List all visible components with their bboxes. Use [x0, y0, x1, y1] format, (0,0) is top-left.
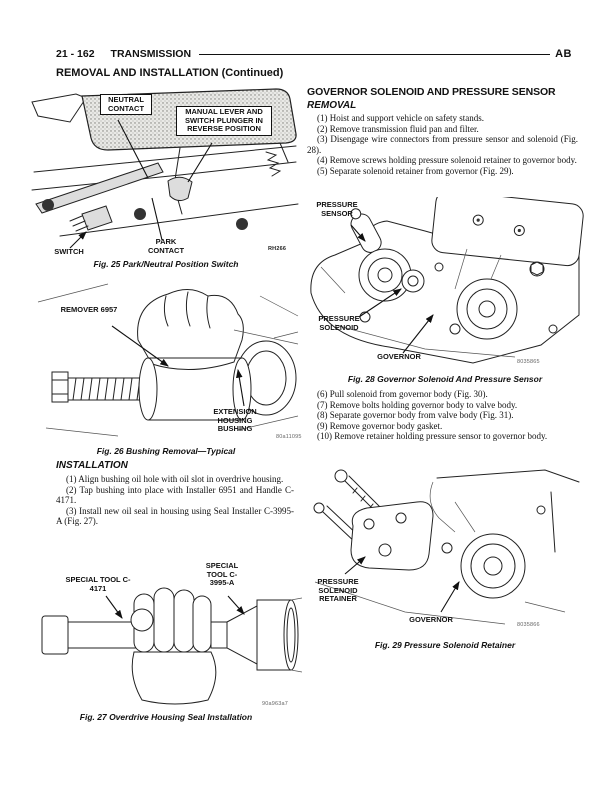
- pressure-solenoid-part: [402, 270, 424, 292]
- fig28-ref-code: 8035865: [517, 359, 540, 365]
- fig26-caption: Fig. 26 Bushing Removal—Typical: [96, 446, 236, 456]
- leader-manual-lever: [188, 143, 212, 182]
- fig29-label-retainer: PRESSURE SOLENOID RETAINER: [317, 577, 359, 603]
- page-header: [56, 48, 572, 60]
- fig25-caption: Fig. 25 Park/Neutral Position Switch: [93, 259, 239, 269]
- step: (7) Remove bolts holding governor body to valve body.: [317, 399, 518, 410]
- fig29-ref-code: 8035866: [517, 622, 540, 628]
- header-rule: [199, 54, 550, 55]
- step: (2) Remove transmission fluid pan and filter.: [317, 123, 479, 134]
- fig28-label-pressure-sensor: PRESSURE SENSOR: [316, 200, 358, 218]
- hand: [131, 588, 216, 704]
- post-fig28-steps: [307, 389, 578, 442]
- figure-28: [305, 197, 585, 369]
- step: (1) Hoist and support vehicle on safety stands.: [317, 113, 484, 123]
- fig29-label-governor: GOVERNOR: [409, 615, 453, 624]
- leader-park-contact: [152, 198, 162, 240]
- tool-handle-end: [42, 616, 68, 654]
- fig25-label-neutral-contact: NEUTRAL CONTACT: [100, 94, 152, 115]
- edition-code: AB: [555, 48, 572, 60]
- fig29-caption: Fig. 29 Pressure Solenoid Retainer: [374, 640, 516, 650]
- step: (3) Disengage wire connectors from pressure sensor and solenoid (Fig. 28).: [307, 134, 578, 155]
- fig27-ref-code: 90a963a7: [262, 701, 289, 707]
- arrow-icon: [106, 596, 122, 618]
- cover-panel: [431, 197, 585, 267]
- fig28-label-pressure-solenoid: PRESSURE SOLENOID: [318, 314, 360, 332]
- fig25-ref-code: RH266: [268, 246, 287, 252]
- step: (2) Tap bushing into place with Installer 6951 and Handle C-4171.: [56, 484, 294, 506]
- fig25-label-park-contact: PARK CONTACT: [147, 237, 185, 255]
- step: (5) Separate solenoid retainer from governor (Fig. 29).: [317, 165, 514, 176]
- step: (8) Separate governor body from valve body (Fig. 31).: [317, 410, 514, 421]
- fig28-illustration: [305, 197, 585, 369]
- seal-installer-cone: [227, 606, 257, 664]
- step: (9) Remove governor body gasket.: [317, 420, 443, 431]
- fig26-label-extension: EXTENSION HOUSING BUSHING: [213, 407, 257, 433]
- fig25-label-switch: SWITCH: [54, 247, 84, 256]
- fig26-ref-code: 80a11095: [276, 434, 302, 440]
- fig26-label-remover: REMOVER 6957: [60, 305, 118, 314]
- step: (6) Pull solenoid from governor body (Fig. 30).: [317, 389, 488, 399]
- figure-25: [30, 86, 302, 258]
- step: (1) Align bushing oil hole with oil slot in overdrive housing.: [66, 474, 284, 484]
- fig28-label-governor: GOVERNOR: [377, 352, 421, 361]
- arrow-icon: [441, 582, 459, 612]
- bushing-inner: [246, 351, 286, 405]
- fig28-caption: Fig. 28 Governor Solenoid And Pressure Sensor: [347, 374, 543, 384]
- installation-heading: INSTALLATION: [56, 460, 128, 471]
- fig27-label-tool-c3995a: SPECIAL TOOL C-3995-A: [205, 561, 239, 587]
- arrow-icon: [228, 596, 244, 614]
- fig29-illustration: [305, 462, 585, 636]
- solenoid-retainer-part: [351, 502, 433, 570]
- step: (4) Remove screws holding pressure solenoid retainer to governor body.: [317, 155, 577, 166]
- fig27-label-tool-c4171: SPECIAL TOOL C-4171: [65, 575, 131, 593]
- removal-steps: [307, 113, 578, 177]
- installation-steps: [56, 474, 294, 527]
- continued-heading: REMOVAL AND INSTALLATION (Continued): [56, 67, 284, 79]
- figure-27: [30, 556, 302, 708]
- step: (3) Install new oil seal in housing using Seal Installer C-3995-A (Fig. 27).: [56, 505, 294, 527]
- removal-heading: REMOVAL: [307, 100, 357, 111]
- figure-29: [305, 462, 585, 636]
- step: (10) Remove retainer holding pressure sensor to governor body.: [317, 431, 548, 442]
- fig27-caption: Fig. 27 Overdrive Housing Seal Installation: [79, 712, 253, 722]
- section-title: TRANSMISSION: [110, 48, 192, 60]
- fig25-label-manual-lever: MANUAL LEVER AND SWITCH PLUNGER IN REVERSE POSITION: [176, 106, 272, 136]
- page-number: 21 - 162: [56, 48, 95, 60]
- governor-section-heading: GOVERNOR SOLENOID AND PRESSURE SENSOR: [307, 86, 556, 98]
- figure-26: [30, 278, 302, 443]
